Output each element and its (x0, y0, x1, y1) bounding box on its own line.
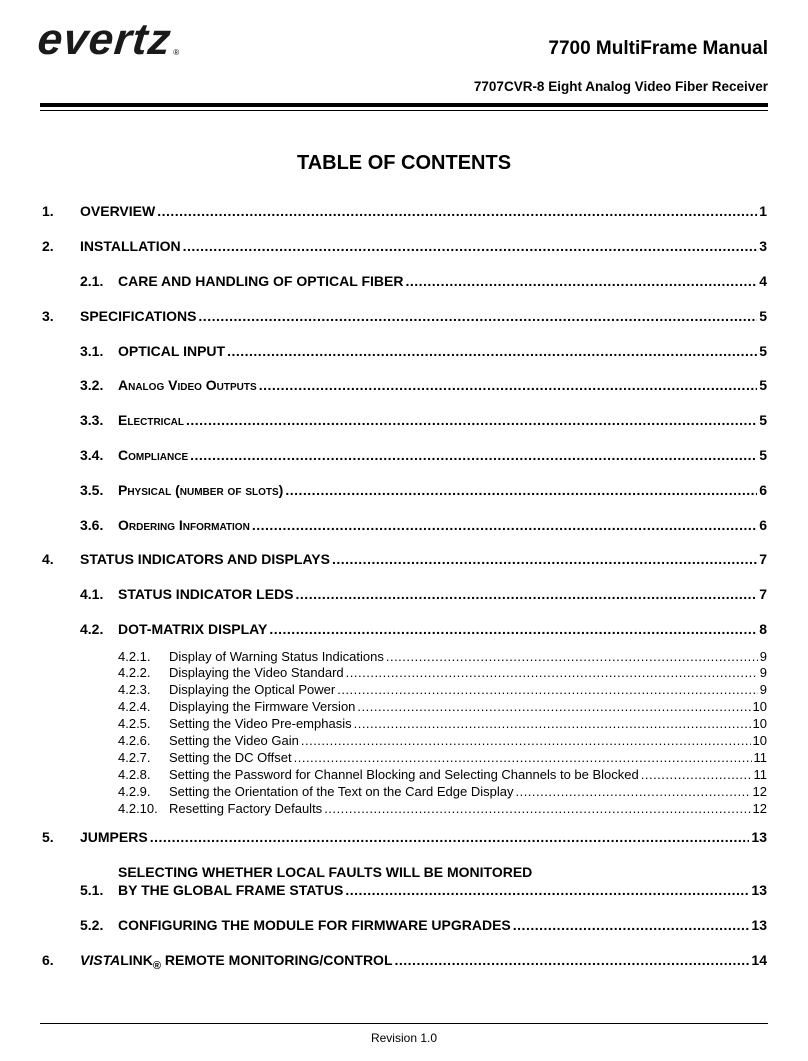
toc-entry-status-indicators[interactable] (42, 551, 767, 567)
toc-title: CARE AND HANDLING OF OPTICAL FIBER (118, 273, 404, 289)
toc-number: 4.1. (80, 586, 104, 602)
toc-page: 13 (751, 829, 767, 845)
toc-page: 9 (759, 649, 767, 664)
toc-number: 4.2.3. (118, 682, 151, 697)
toc-number: 5. (42, 829, 54, 845)
toc-leader (285, 482, 757, 498)
toc-title: Analog Video Outputs (118, 377, 257, 393)
toc-number: 4. (42, 551, 54, 567)
toc-title: SELECTING WHETHER LOCAL FAULTS WILL BE MONITORED (118, 864, 533, 880)
toc-page: 6 (759, 517, 767, 533)
registered-mark: ® (152, 959, 161, 972)
toc-page: 13 (751, 882, 767, 898)
toc-leader (150, 829, 750, 845)
header-rule-thin (40, 110, 768, 111)
toc-leader (157, 203, 757, 219)
toc-entry-4-2-7[interactable] (118, 750, 767, 765)
toc-leader (252, 517, 757, 533)
toc-page: 7 (759, 551, 767, 567)
toc-number: 3.6. (80, 517, 104, 533)
document-subtitle: 7707CVR-8 Eight Analog Video Fiber Receiver (473, 79, 768, 94)
toc-number: 5.2. (80, 917, 104, 933)
toc-title: Ordering Information (118, 517, 250, 533)
toc-title: Physical (number of slots) (118, 482, 284, 498)
header-rule-thick (40, 103, 768, 107)
toc-leader (513, 917, 750, 933)
vista-italic: VISTA (80, 952, 121, 968)
toc-number: 4.2.6. (118, 733, 151, 748)
toc-entry-electrical[interactable] (80, 412, 767, 428)
toc-title: Electrical (118, 412, 184, 428)
toc-number: 3.5. (80, 482, 104, 498)
toc-entry-firmware-upgrades[interactable] (80, 917, 767, 933)
toc-page: 5 (759, 308, 767, 324)
toc-leader (346, 665, 758, 680)
toc-entry-local-faults[interactable] (80, 882, 767, 898)
toc-page: 12 (752, 784, 767, 799)
logo-wordmark: evertz (35, 15, 174, 64)
toc-entry-installation[interactable] (42, 238, 767, 254)
title-rest: REMOTE MONITORING/CONTROL (160, 952, 393, 968)
toc-entry-status-indicator-leds[interactable] (80, 586, 767, 602)
manual-title: 7700 MultiFrame Manual (548, 38, 768, 59)
toc-title: Displaying the Video Standard (169, 665, 344, 680)
toc-number: 4.2.10. (118, 801, 158, 816)
toc-page: 8 (759, 621, 767, 637)
toc-title: JUMPERS (80, 829, 148, 845)
toc-leader (183, 238, 758, 254)
toc-leader (515, 784, 750, 799)
toc-page: 9 (759, 665, 767, 680)
toc-leader (190, 447, 757, 463)
toc-leader (198, 308, 757, 324)
toc-number: 4.2.5. (118, 716, 151, 731)
evertz-logo (35, 15, 180, 64)
toc-title: Setting the Video Pre-emphasis (169, 716, 352, 731)
toc-number: 4.2. (80, 621, 104, 637)
toc-title: Setting the Password for Channel Blocking and Selecting Channels to be Blocked (169, 767, 639, 782)
toc-page: 5 (759, 377, 767, 393)
toc-entry-jumpers[interactable] (42, 829, 767, 845)
toc-page: 10 (752, 699, 767, 714)
toc-page: 1 (759, 203, 767, 219)
toc-number: 4.2.2. (118, 665, 151, 680)
toc-leader (301, 733, 751, 748)
toc-leader (227, 343, 757, 359)
toc-entry-4-2-3[interactable] (118, 682, 767, 697)
logo-registered-mark: ® (173, 48, 180, 57)
toc-number: 5.1. (80, 882, 104, 898)
toc-leader (641, 767, 752, 782)
toc-entry-overview[interactable] (42, 203, 767, 219)
toc-entry-optical-input[interactable] (80, 343, 767, 359)
toc-leader (337, 682, 758, 697)
toc-page: 4 (759, 273, 767, 289)
toc-number: 3.1. (80, 343, 104, 359)
toc-entry-local-faults-line1[interactable] (118, 864, 532, 880)
toc-title: OVERVIEW (80, 203, 156, 219)
toc-leader (357, 699, 750, 714)
toc-page: 5 (759, 412, 767, 428)
toc-title: Compliance (118, 447, 189, 463)
toc-entry-4-2-6[interactable] (118, 733, 767, 748)
toc-entry-4-2-1[interactable] (118, 649, 767, 664)
toc-title: Resetting Factory Defaults (169, 801, 323, 816)
toc-title: Setting the Orientation of the Text on the Card Edge Display (169, 784, 514, 799)
revision-footer: Revision 1.0 (370, 1031, 438, 1045)
toc-entry-analog-video-outputs[interactable] (80, 377, 767, 393)
toc-leader (345, 882, 749, 898)
toc-title: CONFIGURING THE MODULE FOR FIRMWARE UPGRADES (118, 917, 511, 933)
toc-page: 13 (751, 917, 767, 933)
toc-entry-4-2-9[interactable] (118, 784, 767, 799)
toc-page: 11 (753, 767, 767, 782)
toc-leader (259, 377, 758, 393)
toc-number: 1. (42, 203, 54, 219)
toc-page: 7 (759, 586, 767, 602)
toc-heading: TABLE OF CONTENTS (296, 152, 512, 174)
toc-page: 3 (759, 238, 767, 254)
toc-title: Display of Warning Status Indications (169, 649, 384, 664)
toc-entry-4-2-5[interactable] (118, 716, 767, 731)
toc-leader (332, 551, 757, 567)
toc-title: STATUS INDICATORS AND DISPLAYS (80, 551, 330, 567)
toc-entry-4-2-8[interactable] (118, 767, 767, 782)
toc-title-continued: BY THE GLOBAL FRAME STATUS (118, 882, 344, 898)
toc-leader (354, 716, 751, 731)
toc-title: DOT-MATRIX DISPLAY (118, 621, 268, 637)
toc-number: 2. (42, 238, 54, 254)
toc-page: 10 (752, 716, 767, 731)
toc-title: Displaying the Firmware Version (169, 699, 356, 714)
toc-entry-ordering-information[interactable] (80, 517, 767, 533)
toc-number: 3.4. (80, 447, 104, 463)
toc-leader (294, 750, 752, 765)
toc-leader (324, 801, 750, 816)
toc-entry-care-and-handling[interactable] (80, 273, 767, 289)
toc-number: 4.2.4. (118, 699, 151, 714)
toc-leader (296, 586, 758, 602)
toc-title: STATUS INDICATOR LEDS (118, 586, 294, 602)
toc-entry-compliance[interactable] (80, 447, 767, 463)
toc-title: SPECIFICATIONS (80, 308, 197, 324)
toc-leader (186, 412, 757, 428)
toc-title (80, 952, 393, 972)
toc-number: 3. (42, 308, 54, 324)
toc-page: 11 (753, 750, 767, 765)
toc-number: 6. (42, 952, 54, 968)
toc-leader (395, 952, 750, 968)
toc-entry-physical[interactable] (80, 482, 767, 498)
toc-leader (386, 649, 758, 664)
toc-page: 10 (752, 733, 767, 748)
toc-title: Displaying the Optical Power (169, 682, 336, 697)
toc-entry-dot-matrix-display[interactable] (80, 621, 767, 637)
toc-page: 5 (759, 447, 767, 463)
toc-page: 14 (751, 952, 767, 968)
toc-title: OPTICAL INPUT (118, 343, 226, 359)
toc-number: 4.2.9. (118, 784, 151, 799)
toc-number: 4.2.7. (118, 750, 151, 765)
toc-entry-4-2-4[interactable] (118, 699, 767, 714)
toc-title: Setting the Video Gain (169, 733, 299, 748)
toc-number: 3.2. (80, 377, 104, 393)
toc-leader (405, 273, 757, 289)
toc-number: 4.2.8. (118, 767, 151, 782)
toc-entry-4-2-10[interactable] (118, 801, 767, 816)
toc-title: Setting the DC Offset (169, 750, 292, 765)
toc-page: 6 (759, 482, 767, 498)
toc-page: 12 (752, 801, 767, 816)
toc-page: 5 (759, 343, 767, 359)
link-text: LINK (120, 952, 153, 968)
toc-title: INSTALLATION (80, 238, 181, 254)
toc-number: 3.3. (80, 412, 104, 428)
toc-entry-specifications[interactable] (42, 308, 767, 324)
toc-page: 9 (759, 682, 767, 697)
toc-number: 2.1. (80, 273, 104, 289)
footer-rule (40, 1023, 768, 1024)
toc-leader (269, 621, 757, 637)
toc-entry-4-2-2[interactable] (118, 665, 767, 680)
toc-entry-vistalink[interactable] (42, 952, 767, 972)
toc-number: 4.2.1. (118, 649, 151, 664)
